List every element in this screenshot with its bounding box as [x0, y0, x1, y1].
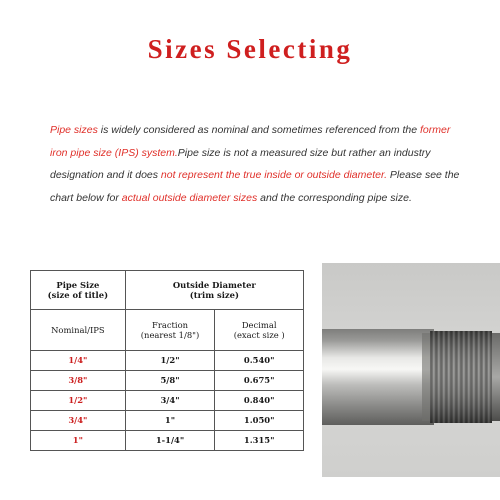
intro-highlight-ips-system: former iron pipe size (IPS) system.: [50, 124, 451, 159]
pipe-size-subheader: (size of title): [47, 290, 109, 300]
nominal-cell: 1/4": [31, 351, 126, 371]
decimal-subheader: (exact size ): [233, 330, 285, 340]
nominal-cell: 1/2": [31, 391, 126, 411]
outside-diameter-header: Outside Diameter: [172, 279, 256, 290]
intro-text-3: Please see the chart below for: [50, 169, 460, 204]
fraction-cell: 3/4": [125, 391, 215, 411]
decimal-header: Decimal: [241, 319, 277, 330]
outside-diameter-subheader: (trim size): [189, 290, 239, 300]
decimal-cell: 0.540": [215, 351, 304, 371]
intro-text-2: Pipe size is not a measured size but rather an industry designation and it does: [50, 146, 431, 181]
pipe-size-header-cell: [31, 271, 126, 310]
intro-paragraph: [50, 119, 470, 209]
fraction-header-cell: [125, 310, 215, 351]
nominal-cell: 1": [31, 431, 126, 451]
fraction-cell: 1": [125, 411, 215, 431]
intro-text-1: is widely considered as nominal and sometimes referenced from the: [97, 124, 421, 136]
pipe-size-table: [30, 270, 304, 451]
intro-text-4: and the corresponding pipe size.: [257, 191, 412, 204]
fraction-subheader: (nearest 1/8"): [140, 330, 200, 340]
table-row: [31, 431, 304, 451]
pipe-size-header: Pipe Size: [56, 279, 100, 290]
fraction-header: Fraction: [152, 319, 189, 330]
intro-highlight-actual-od: actual outside diameter sizes: [121, 191, 258, 204]
fraction-cell: 1-1/4": [125, 431, 215, 451]
pipe-nipple-image: [322, 263, 500, 477]
table-row: [31, 351, 304, 371]
table-row: [31, 391, 304, 411]
decimal-header-cell: [215, 310, 304, 351]
intro-highlight-not-true-diameter: not represent the true inside or outside diameter.: [160, 169, 387, 181]
decimal-cell: 0.840": [215, 391, 304, 411]
nominal-cell: 3/8": [31, 371, 126, 391]
fraction-cell: 1/2": [125, 351, 215, 371]
intro-highlight-pipe-sizes: Pipe sizes: [50, 124, 98, 136]
table-row: [31, 371, 304, 391]
pipe-nipple-photo: [322, 263, 500, 477]
page-title: Sizes Selecting: [147, 34, 353, 64]
nominal-cell: 3/4": [31, 411, 126, 431]
decimal-cell: 1.050": [215, 411, 304, 431]
decimal-cell: 0.675": [215, 371, 304, 391]
outside-diameter-header-cell: [125, 271, 303, 310]
nominal-header: Nominal/IPS: [31, 310, 126, 351]
decimal-cell: 1.315": [215, 431, 304, 451]
table-row: [31, 411, 304, 431]
fraction-cell: 5/8": [125, 371, 215, 391]
